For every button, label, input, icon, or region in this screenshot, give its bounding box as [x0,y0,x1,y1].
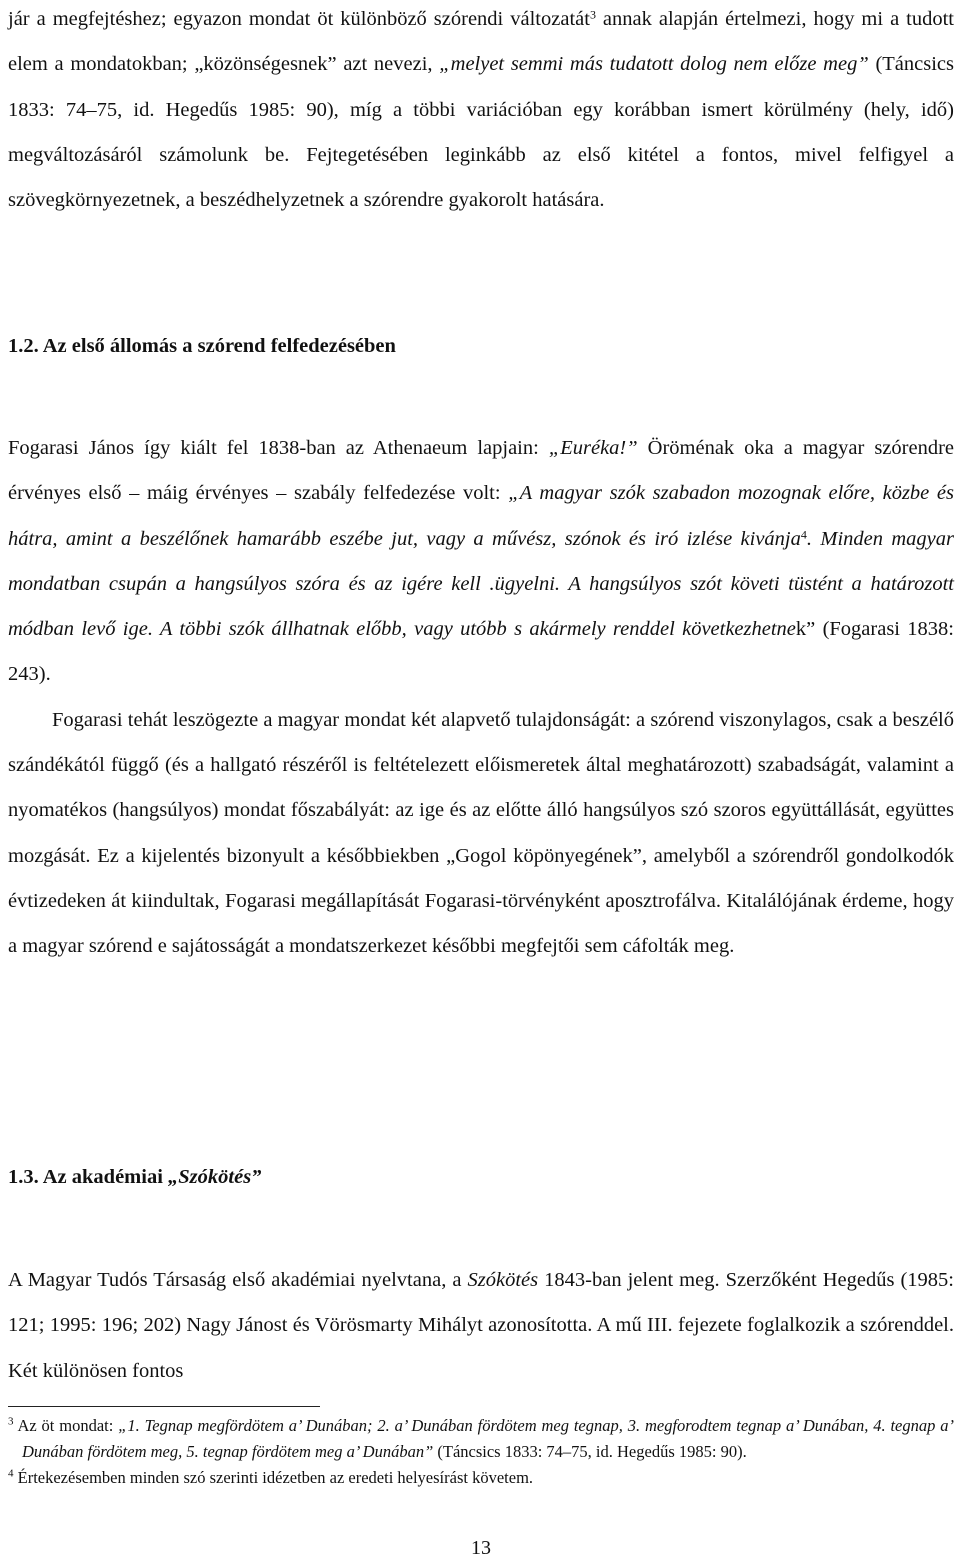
paragraph-fogarasi-2: Fogarasi tehát leszögezte a magyar mondat két alapvető tulajdonságát: a szórend viszonylagos, csak a beszélő szándékától függő (és a hallgató részéről is feltételezett előismeretek által meghatározott) szabadságát, valamint a nyomatékos (hangsúlyos) mondat főszabályát: az ige és az előtte álló hangsúlyos szó szoros együttállását, együttes mozgását. Ez a kijelentés bizonyult a későbbiekben „Gogol köpönyegének”, amelyből a szórendről gondolkodók évtizedeken át kiindultak, Fogarasi megállapítását Fogarasi-törvényként aposztrofálva. Kitalálójának érdeme, hogy a magyar szórend e sajátosságát a mondatszerkezet későbbi megfejtői sem cáfolták meg. [8,708,954,958]
text: (Táncsics 1833: 74–75, id. Hegedűs 1985: 90), míg a többi variációban egy korábban ismert körülmény (hely, idő) megváltozásáról számolunk be. Fejtegetésében leginkább az első kitétel a fontos, mivel felfigyel a szövegkörnyezetnek, a beszédhelyzetnek a szórendre gyakorolt hatására. [8,53,954,212]
heading-prefix: 1.3. Az akadémiai [8,1166,169,1188]
paragraph-akademiai [8,1258,954,1394]
document-page [8,0,954,1563]
text: jár a megfejtéshez; egyazon mondat öt különböző szórendi változatát [8,8,590,30]
footnote-separator [8,1406,320,1407]
italic-quote: „melyet semmi más tudatott dolog nem előze meg” [439,53,869,76]
text: Az öt mondat: [13,1416,119,1435]
italic-eureka: „Euréka!” [548,437,638,459]
italic-quote: „A magyar szók szabadon mozognak előre, közbe és hátra, amint a beszélőnek hamarább eszébe jut, vagy a művész, szónok és iró izlése kivánja [8,482,954,550]
italic-example-sentences: „1. Tegnap megfördötem a’ Dunában; 2. a’ Dunában fördötem meg tegnap, 3. megforodtem tegnap a’ Dunában, 4. tegnap a’ Dunában fördötem meg, 5. tegnap fördötem meg a’ Dunában” [22,1416,954,1461]
footnote-4 [8,1465,954,1491]
heading-title-italic: „Szókötés” [168,1166,262,1188]
text: Fogarasi János így kiált fel 1838-ban az Athenaeum lapjain: [8,437,549,459]
italic-quote: . Minden magyar mondatban csupán a hangsúlyos szóra és az igére kell .ügyelni. A hangsúlyos szót követi tüstént a határozott módban levő ige. A többi szók állhatnak előbb, vagy utóbb s akármely renddel következhetne [8,527,954,641]
text: 1843-ban jelent meg. Szerzőként Hegedűs (1985: 121; 1995: 196; 202) Nagy Jánost és Vörösmarty Mihályt azonosította. A mű III. fejezete foglalkozik a szórenddel. Két különösen fontos [8,1269,955,1382]
section-1-2-body [8,426,954,970]
page-number: 13 [471,1537,491,1559]
section-heading-1-3 [8,1162,261,1192]
text: annak alapján értelmezi, hogy mi a tudott elem a mondatokban; „közönségesnek” azt nevezi, [8,8,955,76]
footnote-3 [8,1413,954,1465]
paragraph-fogarasi-1 [8,426,954,698]
footnote-mark: 4 [8,1467,14,1480]
text: Értekezésemben minden szó szerinti idézetben az eredeti helyesírást követem. [13,1468,534,1487]
italic-title: Szókötés [467,1269,539,1291]
text: (Táncsics 1833: 74–75, id. Hegedűs 1985: 90). [433,1442,747,1461]
text: (Fogarasi 1838: 243). [8,618,954,686]
text: Öröménak oka a magyar szórendre érvényes első – máig érvényes – szabály felfedezése volt: [8,437,954,505]
paragraph-top [8,0,954,223]
footnote-ref-4: 4 [800,527,807,541]
section-heading-1-2: 1.2. Az első állomás a szórend felfedezésében [8,335,396,357]
text: A Magyar Tudós Társaság első akadémiai nyelvtana, a [8,1269,468,1291]
footnotes [8,1413,954,1491]
footnote-ref-3: 3 [589,7,596,22]
text: k” [795,618,816,641]
footnote-mark: 3 [8,1415,14,1428]
